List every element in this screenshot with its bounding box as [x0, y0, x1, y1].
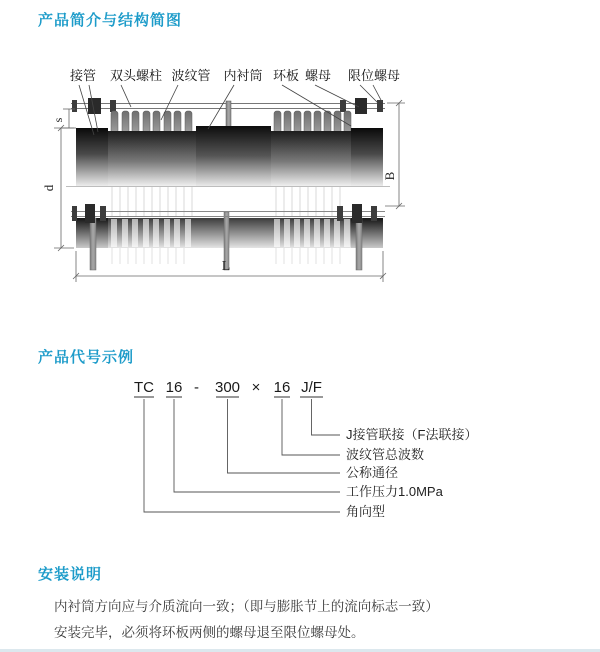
joint-body-upper: [76, 126, 383, 186]
dim-label-d: d: [41, 184, 56, 192]
install-line-1: 内衬筒方向应与介质流向一致；（即与膨胀节上的流向标志一致）: [54, 599, 439, 614]
part-label-connector-pipe: 接管: [69, 68, 97, 83]
code-segment-0: TC: [134, 379, 154, 396]
expansion-joint-drawing: [38, 58, 498, 308]
dim-label-B: B: [382, 171, 397, 181]
code-segment-2: -: [194, 379, 199, 396]
code-segment-3: 300: [214, 379, 241, 396]
product-code-diagram: [40, 373, 510, 533]
part-label-stud: 双头螺柱: [109, 68, 163, 83]
structure-diagram: [38, 58, 498, 308]
code-segment-1: 16: [165, 379, 183, 396]
code-connector-lines: [144, 399, 340, 512]
code-annotation-0: J接管联接（F法联接）: [346, 427, 478, 442]
code-segment-5: 16: [273, 379, 291, 396]
code-annotation-2: 公称通径: [346, 465, 399, 480]
code-segment-4: ×: [251, 379, 261, 396]
dimension-d: [54, 125, 74, 251]
code-segment-6: J/F: [301, 379, 322, 396]
section-heading-code: 产品代号示例: [38, 349, 135, 366]
section-heading-intro: 产品简介与结构简图: [38, 12, 183, 29]
dim-label-L: L: [221, 259, 231, 274]
install-line-2: 安装完毕，必须将环板两侧的螺母退至限位螺母处。: [54, 625, 365, 640]
part-label-ring-plate: 环板: [272, 68, 300, 83]
part-label-bellows: 波纹管: [171, 68, 211, 83]
code-annotation-3: 工作压力1.0MPa: [346, 484, 443, 499]
code-annotation-1: 波纹管总波数: [346, 447, 425, 462]
dim-label-s: s: [51, 117, 65, 123]
part-label-liner: 内衬筒: [223, 68, 263, 83]
part-label-nut: 螺母: [304, 68, 332, 83]
code-annotation-4: 角向型: [346, 504, 386, 519]
section-heading-install: 安装说明: [38, 566, 103, 583]
part-label-limit-nut: 限位螺母: [347, 68, 401, 83]
code-tree: [40, 373, 510, 533]
installation-notes: [54, 594, 554, 646]
dimension-B: [385, 100, 405, 209]
